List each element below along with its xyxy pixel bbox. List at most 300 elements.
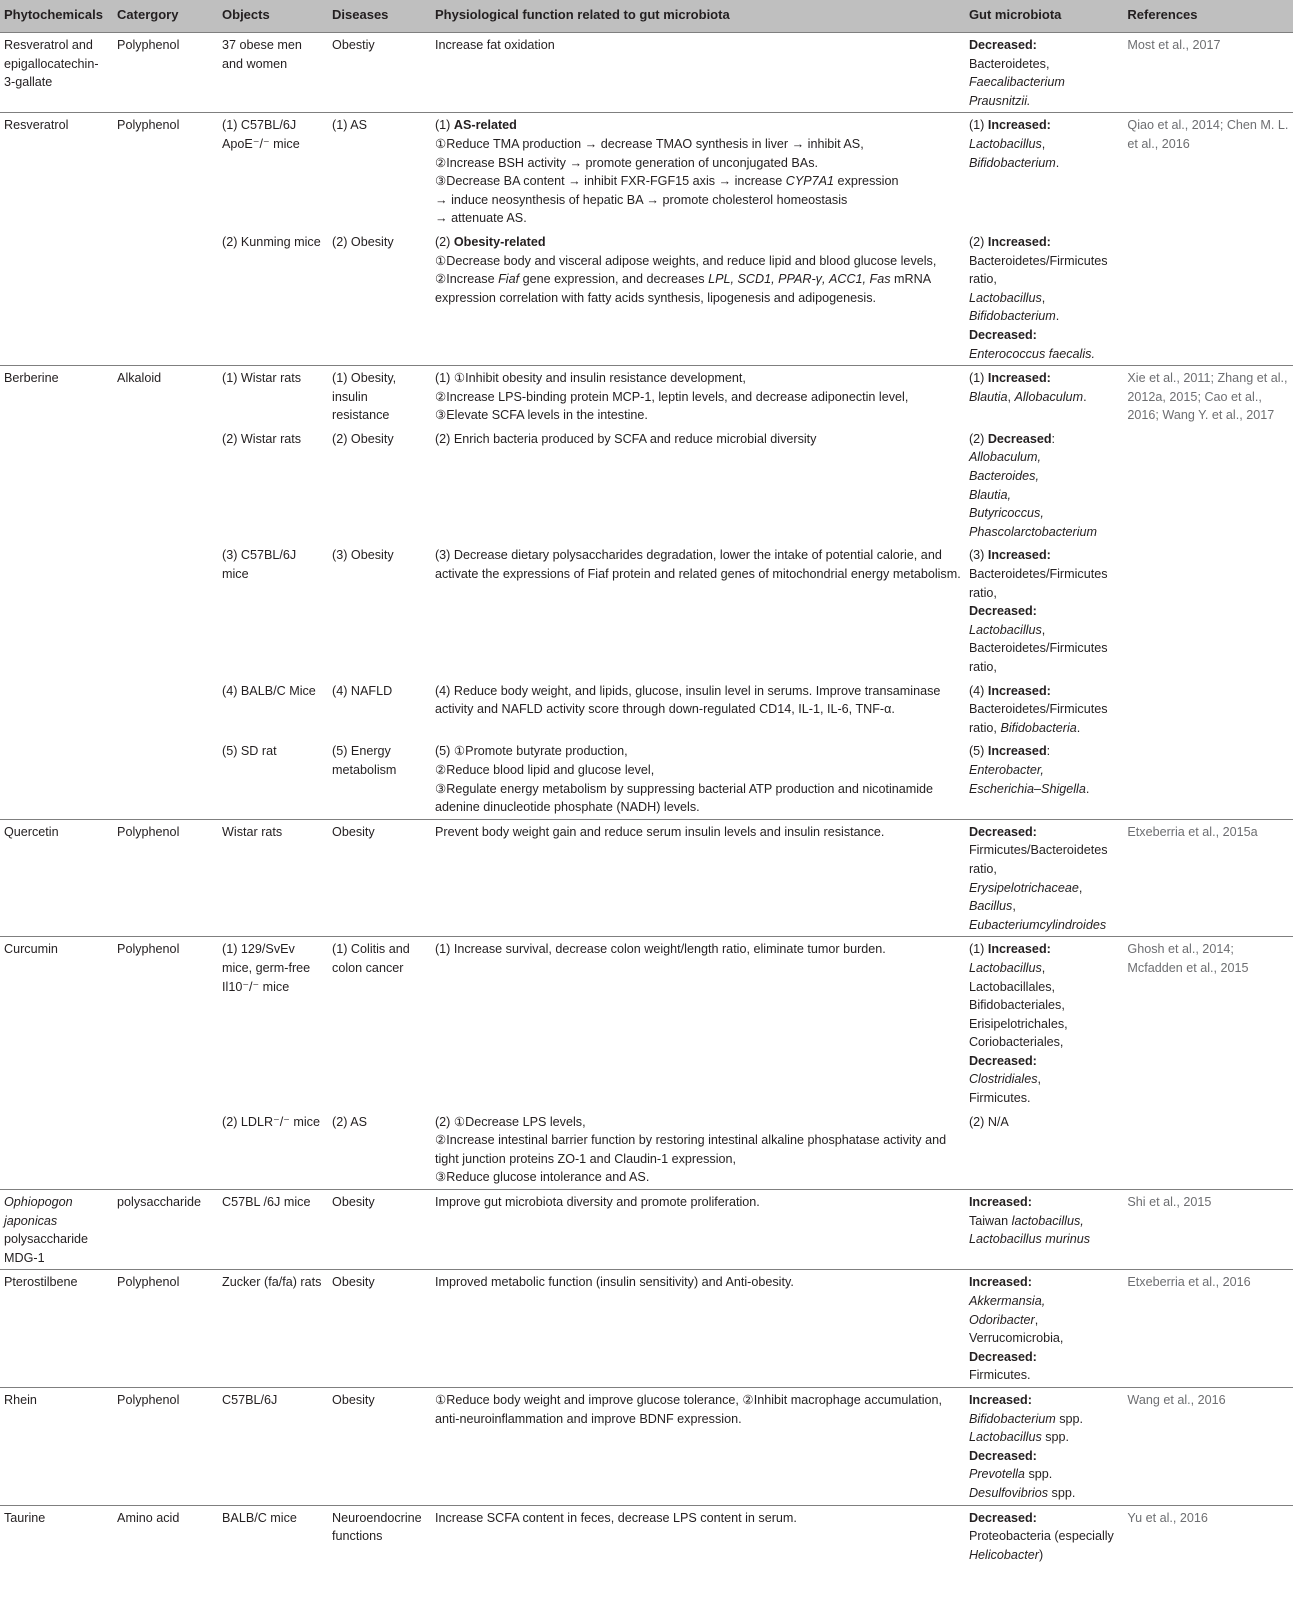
text-run: Decreased: — [968, 1053, 1037, 1068]
cell-objects: (1) C57BL/6J ApoE⁻/⁻ mice — [218, 113, 328, 230]
cell-line — [969, 345, 1119, 364]
text-run: Erisipelotrichales, — [968, 1016, 1068, 1031]
cell-diseases: Obesity — [328, 1387, 431, 1505]
cell-line — [969, 307, 1119, 326]
cell-line — [435, 1273, 961, 1292]
text-run: Decreased: — [968, 1349, 1037, 1364]
cell-line — [969, 388, 1119, 407]
cell-phytochemical: Taurine — [0, 1505, 113, 1566]
cell-line — [435, 369, 961, 388]
text-run: Increased: — [968, 1392, 1032, 1407]
text-run: Increased: — [987, 118, 1051, 133]
cell-line — [969, 1113, 1119, 1132]
cell-line — [435, 780, 961, 817]
cell-objects: (2) LDLR⁻/⁻ mice — [222, 1114, 320, 1129]
cell-line — [435, 191, 961, 210]
text-run: Lactobacillus — [968, 1430, 1042, 1445]
cell-line — [435, 1113, 961, 1132]
cell-function — [431, 1505, 965, 1566]
cell-line — [435, 742, 961, 761]
cell-diseases: (2) AS — [332, 1114, 368, 1129]
text-run: Desulfovibrios — [968, 1485, 1049, 1500]
cell-line — [969, 682, 1119, 701]
cell-diseases: Obesity — [328, 1270, 431, 1388]
cell-gut-microbiota — [965, 1505, 1123, 1566]
text-run: expression — [834, 174, 899, 189]
cell-line — [969, 116, 1119, 135]
text-run: spp. — [1024, 1467, 1053, 1482]
cell-line — [435, 430, 961, 449]
cell-references: Xie et al., 2011; Zhang et al., 2012a, 2015; Cao et al., 2016; Wang Y. et al., 2017 — [1123, 366, 1293, 820]
cell-line — [435, 546, 961, 583]
text-run: (3) — [968, 548, 988, 563]
table-row — [0, 113, 1293, 230]
text-run: (1) Increase survival, decrease colon weight/length ratio, eliminate tumor burden. — [434, 942, 886, 957]
cell-function — [431, 427, 965, 544]
cell-diseases: (4) NAFLD — [332, 683, 393, 698]
cell-line — [969, 1465, 1119, 1484]
cell-line — [435, 940, 961, 959]
cell-function — [431, 543, 965, 678]
text-run: ②Increase BSH activity → promote generation of unconjugated BAs. — [434, 155, 818, 170]
text-run: Increased: — [987, 234, 1051, 249]
cell-line — [435, 761, 961, 780]
cell-line — [969, 823, 1119, 842]
cell-gut-microbiota — [965, 679, 1123, 740]
cell-function — [431, 739, 965, 819]
text-run: Lactobacillus — [968, 960, 1042, 975]
cell-category: Polyphenol — [113, 937, 218, 1190]
text-run: Proteobacteria (especially — [968, 1529, 1114, 1544]
text-run: : — [1046, 744, 1051, 759]
cell-line — [435, 252, 961, 271]
cell-line — [969, 1273, 1119, 1292]
cell-phytochemical: Resveratrol — [0, 113, 113, 366]
cell-line — [435, 116, 961, 135]
cell-line — [435, 233, 961, 252]
table-row — [0, 366, 1293, 427]
table-row — [0, 1190, 1293, 1270]
cell-line — [435, 823, 961, 842]
cell-gut-microbiota — [965, 113, 1123, 230]
cell-line — [969, 742, 1119, 761]
text-run: ②Increase — [434, 272, 499, 287]
cell-objects: (2) Wistar rats — [222, 431, 302, 446]
text-run: , — [1012, 899, 1016, 914]
text-run: Increase fat oxidation — [434, 38, 555, 52]
cell-objects: 37 obese men and women — [218, 33, 328, 113]
cell-phytochemical: Berberine — [0, 366, 113, 820]
table-header-row — [0, 0, 1293, 33]
cell-references: Wang et al., 2016 — [1123, 1387, 1293, 1505]
text-run: ③Reduce glucose intolerance and AS. — [434, 1170, 650, 1185]
text-run: Decreased: — [968, 38, 1037, 52]
text-run: Firmicutes. — [968, 1368, 1031, 1383]
cell-line — [969, 1428, 1119, 1447]
cell-line — [969, 1410, 1119, 1429]
cell-function — [431, 1387, 965, 1505]
text-run: Increased: — [987, 942, 1051, 957]
text-run: . — [1083, 389, 1087, 404]
header-phytochemicals: Phytochemicals — [0, 0, 113, 33]
cell-line — [435, 1193, 961, 1212]
text-run: LPL, SCD1, PPAR-γ, ACC1, Fas — [708, 272, 891, 287]
cell-diseases: (2) Obesity — [332, 234, 394, 249]
cell-line — [969, 1230, 1119, 1249]
text-run: spp. — [1048, 1485, 1076, 1500]
cell-line — [969, 700, 1119, 737]
cell-references: Shi et al., 2015 — [1123, 1190, 1293, 1270]
cell-references: Most et al., 2017 — [1123, 33, 1293, 113]
cell-objects: (1) 129/SvEv mice, germ-free Il10⁻/⁻ mice — [218, 937, 328, 1110]
cell-references: Yu et al., 2016 — [1123, 1505, 1293, 1566]
cell-function — [431, 230, 965, 366]
cell-function — [431, 679, 965, 740]
cell-line — [969, 1292, 1119, 1311]
cell-references: Ghosh et al., 2014; Mcfadden et al., 2015 — [1123, 937, 1293, 1190]
cell-objects: Wistar rats — [218, 819, 328, 937]
text-run: (1) — [434, 118, 454, 133]
text-run: Improved metabolic function (insulin sensitivity) and Anti-obesity. — [434, 1275, 794, 1290]
text-run: Allobaculum, — [968, 450, 1042, 465]
text-run: Lactobacillus — [968, 290, 1042, 305]
text-run: . — [1085, 781, 1090, 796]
cell-gut-microbiota — [965, 1190, 1123, 1270]
cell-category: Polyphenol — [113, 1387, 218, 1505]
text-run: Obesity-related — [453, 234, 546, 249]
text-run: Ophiopogon japonicas — [4, 1195, 73, 1228]
cell-line — [969, 978, 1119, 997]
cell-gut-microbiota — [965, 230, 1123, 366]
cell-line — [969, 1366, 1119, 1385]
cell-line — [969, 369, 1119, 388]
cell-objects: BALB/C mice — [218, 1505, 328, 1566]
text-run: , — [1041, 290, 1046, 305]
text-run: (2) Enrich bacteria produced by SCFA and reduce microbial diversity — [434, 431, 817, 446]
cell-line — [969, 761, 1119, 780]
cell-category: Amino acid — [113, 1505, 218, 1566]
cell-category: Polyphenol — [113, 113, 218, 366]
cell-function — [431, 937, 965, 1110]
text-run: Increased: — [987, 683, 1051, 698]
cell-references: Etxeberria et al., 2016 — [1123, 1270, 1293, 1388]
text-run: Helicobacter — [968, 1547, 1039, 1562]
text-run: , — [1078, 880, 1083, 895]
cell-gut-microbiota — [965, 427, 1123, 544]
cell-gut-microbiota — [965, 1110, 1123, 1190]
cell-diseases: Obesity — [328, 819, 431, 937]
text-run: (2) ①Decrease LPS levels, — [434, 1114, 586, 1129]
cell-objects: C57BL/6J — [218, 1387, 328, 1505]
text-run: ①Reduce TMA production → decrease TMAO synthesis in liver → inhibit AS, — [434, 136, 864, 151]
cell-line — [969, 1212, 1119, 1231]
table-row — [0, 937, 1293, 1110]
cell-gut-microbiota — [965, 937, 1123, 1110]
cell-diseases: (3) Obesity — [332, 548, 394, 563]
text-run: Allobaculum — [1014, 389, 1084, 404]
text-run: , — [1041, 622, 1046, 637]
cell-line — [969, 1546, 1119, 1565]
cell-line — [435, 406, 961, 425]
text-run: Butyricoccus, — [968, 506, 1044, 521]
text-run: , — [1041, 136, 1046, 151]
cell-function — [431, 1270, 965, 1388]
text-run: ①Decrease body and visceral adipose weights, and reduce lipid and blood glucose levels, — [434, 253, 937, 268]
cell-line — [969, 1089, 1119, 1108]
cell-line — [969, 1052, 1119, 1071]
text-run: Increased: — [968, 1195, 1032, 1210]
cell-category: Alkaloid — [113, 366, 218, 820]
text-run: ②Increase LPS-binding protein MCP-1, leptin levels, and decrease adiponectin level, — [434, 389, 909, 404]
cell-line — [435, 135, 961, 154]
cell-line — [969, 1348, 1119, 1367]
text-run: Decreased: — [968, 1448, 1037, 1463]
text-run: Lactobacillales, — [968, 979, 1056, 994]
cell-phytochemical — [0, 1190, 113, 1270]
text-run: Firmicutes/Bacteroidetes ratio, — [968, 843, 1108, 876]
cell-gut-microbiota — [965, 1387, 1123, 1505]
cell-phytochemical: Resveratrol and epigallocatechin-3-gallate — [0, 33, 113, 113]
cell-line — [435, 270, 961, 307]
cell-line — [435, 1391, 961, 1428]
cell-category: Polyphenol — [113, 33, 218, 113]
table-row — [0, 819, 1293, 937]
text-run: Bifidobacterium — [968, 1411, 1056, 1426]
text-run: Faecalibacterium — [968, 75, 1065, 90]
text-run: Fiaf — [498, 272, 520, 287]
text-run: (5) ①Promote butyrate production, — [434, 744, 628, 759]
cell-line — [969, 486, 1119, 505]
header-category: Catergory — [113, 0, 218, 33]
text-run: Decreased: — [968, 1510, 1037, 1525]
cell-diseases: (2) Obesity — [332, 431, 394, 446]
cell-line — [435, 1168, 961, 1187]
header-objects: Objects — [218, 0, 328, 33]
cell-line — [969, 1033, 1119, 1052]
text-run: . — [1055, 309, 1060, 324]
text-run: (4) — [968, 683, 988, 698]
table-row — [0, 1270, 1293, 1388]
cell-references: Etxeberria et al., 2015a — [1123, 819, 1293, 937]
text-run: Escherichia–Shigella — [968, 781, 1086, 796]
cell-line — [969, 639, 1119, 676]
text-run: ①Reduce body weight and improve glucose tolerance, ②Inhibit macrophage accumulation, anti-neuroinflammation and improve BDNF expression. — [434, 1392, 943, 1426]
text-run: Eubacteriumcylindroides — [968, 917, 1107, 932]
text-run: Increase SCFA content in feces, decrease LPS content in serum. — [434, 1510, 797, 1525]
cell-line — [969, 73, 1119, 92]
text-run: Prevent body weight gain and reduce serum insulin levels and insulin resistance. — [434, 824, 885, 839]
text-run: (5) — [968, 744, 988, 759]
cell-line — [969, 565, 1119, 602]
text-run: ③Regulate energy metabolism by suppressing bacterial ATP production and nicotinamide adenine dinucleotide phosphate (NADH) levels. — [434, 781, 934, 815]
text-run: (4) Reduce body weight, and lipids, glucose, insulin level in serums. Improve transaminase activity and NAFLD activity score through down-regulated CD14, IL-1, IL-6, TNF-α. — [434, 683, 941, 717]
text-run: (1) — [968, 118, 988, 133]
text-run: Bacteroidetes, — [968, 56, 1050, 71]
text-run: . — [1055, 155, 1060, 170]
text-run: AS-related — [453, 118, 517, 133]
header-physiological-function: Physiological function related to gut microbiota — [431, 0, 965, 33]
cell-line — [969, 154, 1119, 173]
text-run: (2) N/A — [968, 1114, 1009, 1129]
cell-diseases: (5) Energy metabolism — [332, 744, 397, 777]
text-run: Akkermansia, — [968, 1294, 1046, 1308]
cell-objects: (4) BALB/C Mice — [222, 683, 316, 698]
text-run: gene expression, and decreases — [519, 272, 709, 287]
cell-line — [969, 92, 1119, 111]
cell-objects: (3) C57BL/6J mice — [222, 548, 297, 582]
cell-line — [969, 55, 1119, 74]
cell-line — [969, 1509, 1119, 1528]
cell-line — [969, 780, 1119, 799]
text-run: Bifidobacterium — [968, 309, 1056, 324]
text-run: Odoribacter — [968, 1312, 1035, 1327]
text-run: . — [1076, 720, 1081, 735]
cell-line — [969, 1447, 1119, 1466]
text-run: CYP7A1 — [785, 174, 835, 189]
cell-line — [969, 940, 1119, 959]
cell-line — [969, 233, 1119, 252]
text-run: Verrucomicrobia, — [968, 1331, 1064, 1346]
text-run: lactobacillus, — [1011, 1213, 1084, 1228]
text-run: ②Increase intestinal barrier function by restoring intestinal alkaline phosphatase activity and tight junction proteins ZO-1 and Claudin-1 expression, — [434, 1133, 947, 1166]
text-run: Coriobacteriales, — [968, 1035, 1064, 1050]
cell-diseases: (1) Obesity, insulin resistance — [328, 366, 431, 427]
cell-line — [435, 36, 961, 55]
cell-category: Polyphenol — [113, 1270, 218, 1388]
cell-line — [969, 1391, 1119, 1410]
cell-line — [969, 504, 1119, 523]
cell-line — [969, 1015, 1119, 1034]
text-run: Increased — [987, 744, 1047, 759]
cell-line — [969, 448, 1119, 467]
text-run: Prausnitzii. — [968, 93, 1031, 108]
table-row — [0, 1387, 1293, 1505]
cell-function — [431, 113, 965, 230]
cell-phytochemical: Curcumin — [0, 937, 113, 1190]
cell-line — [969, 916, 1119, 935]
cell-line — [969, 430, 1119, 449]
text-run: Lactobacillus murinus — [968, 1232, 1091, 1247]
cell-phytochemical: Quercetin — [0, 819, 113, 937]
table-body — [0, 33, 1293, 1567]
cell-line — [969, 621, 1119, 640]
cell-function — [431, 366, 965, 427]
cell-line — [435, 388, 961, 407]
cell-category: Polyphenol — [113, 819, 218, 937]
table-row — [0, 33, 1293, 113]
cell-function — [431, 1110, 965, 1190]
text-run: ) — [1038, 1547, 1044, 1562]
cell-category: polysaccharide — [113, 1190, 218, 1270]
cell-diseases: Obestiy — [328, 33, 431, 113]
cell-diseases: (1) Colitis and colon cancer — [328, 937, 431, 1110]
cell-references: Qiao et al., 2014; Chen M. L. et al., 2016 — [1123, 113, 1293, 366]
text-run: Bacteroidetes/Firmicutes ratio, — [968, 702, 1108, 735]
cell-line — [969, 897, 1119, 916]
text-run: Firmicutes. — [968, 1091, 1031, 1106]
cell-diseases: Neuroendocrine functions — [328, 1505, 431, 1566]
text-run: , — [1034, 1312, 1039, 1327]
text-run: Phascolarctobacterium — [968, 524, 1098, 539]
cell-line — [969, 546, 1119, 565]
text-run: Decreased: — [968, 604, 1037, 619]
text-run: Decreased — [987, 431, 1052, 446]
cell-phytochemical: Rhein — [0, 1387, 113, 1505]
cell-line — [969, 252, 1119, 289]
text-run: Increased: — [987, 371, 1051, 386]
text-run: mRNA expression correlation with fatty acids synthesis, lipogenesis and adipogenesis. — [434, 272, 931, 305]
cell-line — [969, 135, 1119, 154]
text-run: ③Elevate SCFA levels in the intestine. — [434, 408, 648, 423]
cell-line — [969, 1193, 1119, 1212]
text-run: (1) — [968, 371, 988, 386]
text-run: Bacteroides, — [968, 469, 1039, 484]
text-run: Erysipelotrichaceae — [968, 880, 1079, 895]
cell-diseases: Obesity — [328, 1190, 431, 1270]
text-run: → induce neosynthesis of hepatic BA → promote cholesterol homeostasis — [434, 192, 848, 207]
cell-gut-microbiota — [965, 819, 1123, 937]
cell-line — [969, 1329, 1119, 1348]
text-run: Bacillus — [968, 899, 1013, 914]
cell-phytochemical: Pterostilbene — [0, 1270, 113, 1388]
cell-objects: C57BL /6J mice — [218, 1190, 328, 1270]
text-run: ③Decrease BA content → inhibit FXR-FGF15 axis → increase — [434, 174, 786, 189]
text-run: : — [1051, 431, 1056, 446]
text-run: Bacteroidetes/Firmicutes ratio, — [968, 641, 1108, 674]
cell-line — [969, 602, 1119, 621]
text-run: Decreased: — [968, 327, 1037, 342]
text-run: spp. — [1041, 1430, 1070, 1445]
header-gut-microbiota: Gut microbiota — [965, 0, 1123, 33]
cell-line — [435, 209, 961, 228]
cell-objects: (5) SD rat — [222, 744, 277, 759]
cell-gut-microbiota — [965, 543, 1123, 678]
cell-line — [969, 523, 1119, 542]
cell-line — [969, 326, 1119, 345]
text-run: (1) — [968, 942, 988, 957]
cell-function — [431, 1190, 965, 1270]
cell-line — [969, 467, 1119, 486]
cell-gut-microbiota — [965, 739, 1123, 819]
cell-line — [969, 841, 1119, 878]
cell-line — [969, 1527, 1119, 1546]
text-run: , — [1037, 1072, 1042, 1087]
text-run: (2) — [434, 234, 454, 249]
text-run: Clostridiales — [968, 1072, 1038, 1087]
cell-line — [435, 154, 961, 173]
text-run: Bacteroidetes/Firmicutes ratio, — [968, 253, 1108, 287]
text-run: ②Reduce blood lipid and glucose level, — [434, 762, 655, 777]
cell-function — [431, 819, 965, 937]
text-run: spp. — [1055, 1411, 1084, 1426]
text-run: , — [1007, 389, 1015, 404]
text-run: Bacteroidetes/Firmicutes ratio, — [968, 567, 1108, 600]
text-run: Bifidobacteriales, — [968, 998, 1065, 1013]
text-run: → attenuate AS. — [434, 211, 527, 226]
cell-line — [435, 172, 961, 191]
text-run: Bifidobacteria — [1000, 720, 1077, 735]
cell-line — [969, 879, 1119, 898]
cell-function — [431, 33, 965, 113]
cell-line — [969, 36, 1119, 55]
text-run: Blautia — [968, 389, 1008, 404]
header-diseases: Diseases — [328, 0, 431, 33]
text-run: (2) — [968, 431, 988, 446]
header-references: References — [1123, 0, 1293, 33]
table-row — [0, 1505, 1293, 1566]
cell-gut-microbiota — [965, 366, 1123, 427]
cell-line — [435, 1509, 961, 1528]
